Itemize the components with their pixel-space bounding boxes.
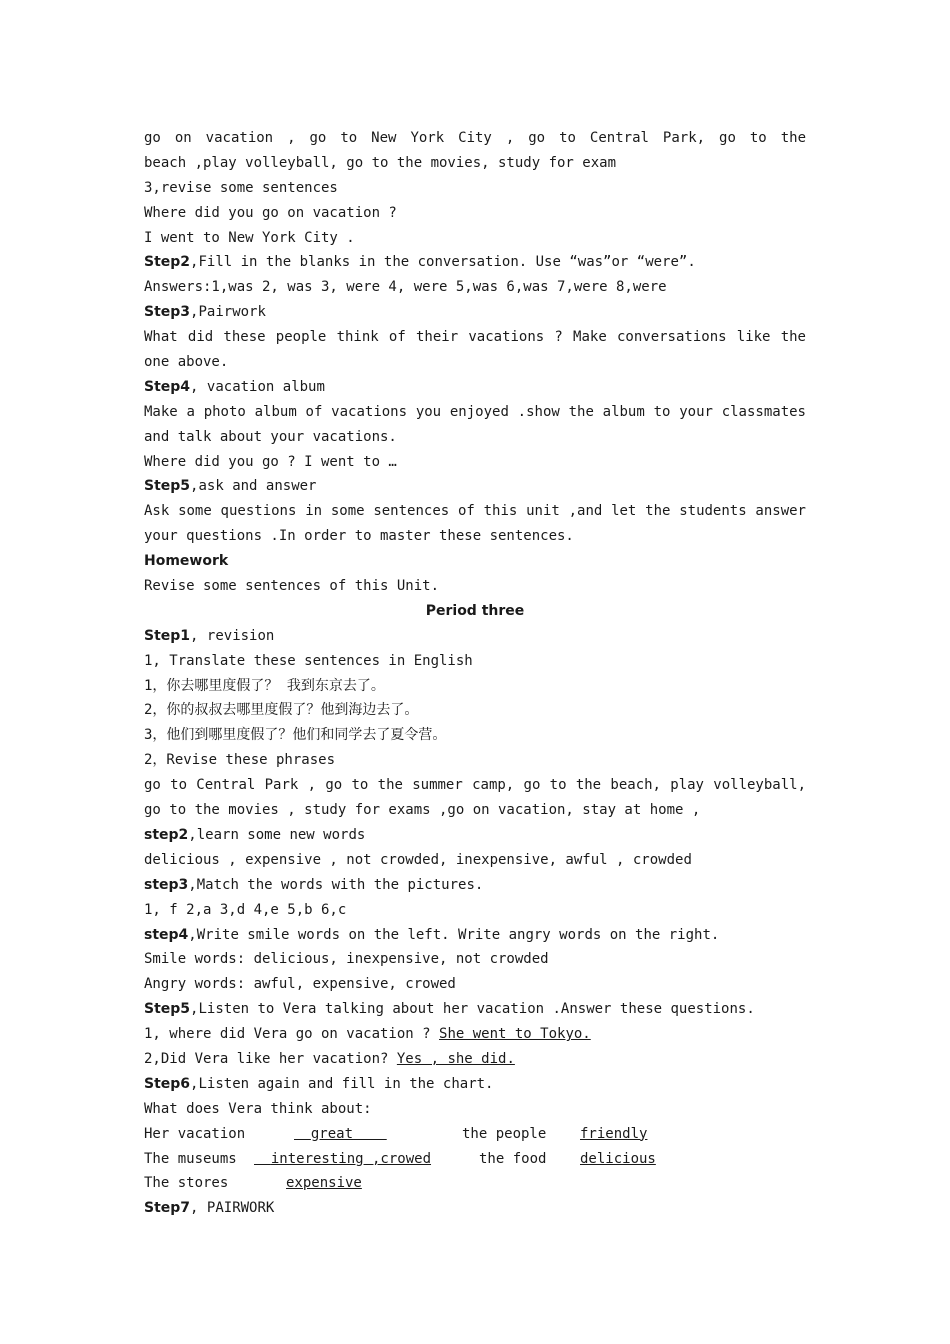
question-text: 1, where did Vera go on vacation ? [144, 1026, 440, 1043]
step-text: , PAIRWORK [190, 1200, 275, 1217]
text-line: 1, f 2,a 3,d 4,e 5,b 6,c [144, 901, 347, 918]
chart-value: friendly [580, 1125, 648, 1142]
step-line [144, 375, 806, 400]
text-line: What does Vera think about: [144, 1100, 372, 1117]
question-line [144, 1047, 806, 1072]
step-line [144, 923, 806, 948]
chart-row [144, 1147, 806, 1172]
text-line: Answers:1,was 2, was 3, were 4, were 5,was 6,was 7,were 8,were [144, 279, 667, 296]
text-line: What did these people think of their vacations ? Make conversations like the [144, 329, 806, 346]
chart-value: interesting ,crowed [270, 1150, 432, 1167]
question-text: 2,Did Vera like her vacation? [144, 1050, 397, 1067]
step-line [144, 250, 806, 275]
text-line: I went to New York City . [144, 229, 355, 246]
step-text: , vacation album [190, 378, 325, 395]
period-heading: Period three [425, 602, 525, 619]
text-line: Smile words: delicious, inexpensive, not crowded [144, 951, 549, 968]
text-line: your questions .In order to master these sentences. [144, 528, 574, 545]
step-line [144, 873, 806, 898]
step-label: Step5 [144, 478, 191, 495]
document-page [144, 126, 806, 1221]
chinese-sentence: 1，你去哪里度假了？ 我到东京去了。 [144, 677, 385, 694]
step-label: Step2 [144, 254, 191, 271]
step-line [144, 300, 806, 325]
answer-text: She went to Tokyo. [439, 1026, 591, 1043]
answer-text: Yes , she did. [396, 1050, 515, 1067]
text-line: go on vacation , go to New York City , go to Central Park, go to the [144, 130, 806, 146]
step-label: step2 [144, 826, 189, 843]
text-line: 1, Translate these sentences in English [144, 652, 473, 669]
step-label: Step5 [144, 1001, 191, 1018]
step-label: Step4 [144, 378, 191, 395]
chart-row [144, 1122, 806, 1147]
step-line [144, 624, 806, 649]
text-line: delicious , expensive , not crowded, inexpensive, awful , crowded [144, 851, 692, 868]
step-label: Step6 [144, 1075, 191, 1092]
step-text: ,Fill in the blanks in the conversation. Use “was”or “were”. [190, 254, 696, 271]
text-line: Revise some sentences of this Unit. [144, 578, 440, 595]
text-line: Where did you go ? I went to … [144, 453, 397, 470]
chinese-sentence: 2，你的叔叔去哪里度假了？他到海边去了。 [144, 702, 419, 719]
text-line: go to Central Park , go to the summer camp, go to the beach, play volleyball, [144, 777, 806, 794]
text-line: and talk about your vacations. [144, 428, 397, 445]
text-line: Ask some questions in some sentences of this unit ,and let the students answer [144, 503, 806, 520]
step-line [144, 823, 806, 848]
step-line [144, 997, 806, 1022]
step-text: ,ask and answer [190, 478, 317, 495]
chart-value: great [310, 1125, 354, 1142]
question-line [144, 1022, 806, 1047]
chart-value: delicious [580, 1150, 656, 1167]
chart-value: expensive [286, 1175, 362, 1192]
step-text: ,Write smile words on the left. Write angry words on the right. [188, 926, 720, 943]
step-text: ,Match the words with the pictures. [188, 876, 484, 893]
text-line: 2，Revise these phrases [144, 752, 336, 769]
homework-heading: Homework [144, 553, 229, 570]
step-label: step4 [144, 926, 189, 943]
step-text: ,Listen to Vera talking about her vacation .Answer these questions. [190, 1001, 755, 1018]
text-line: 3,revise some sentences [144, 179, 338, 196]
step-label: Step3 [144, 304, 191, 321]
step-text: ,Listen again and fill in the chart. [190, 1075, 494, 1092]
chart-key: the food [479, 1150, 547, 1167]
chart-key: Her vacation [144, 1125, 246, 1142]
text-line: Where did you go on vacation ? [144, 204, 397, 221]
text-line: Make a photo album of vacations you enjoyed .show the album to your classmates [144, 403, 806, 420]
step-label: Step1 [144, 627, 191, 644]
chinese-sentence: 3，他们到哪里度假了？他们和同学去了夏令营。 [144, 727, 447, 744]
chart-key: The museums [144, 1150, 237, 1167]
step-text: , revision [190, 627, 275, 644]
text-line: go to the movies , study for exams ,go on vacation, stay at home , [144, 802, 701, 819]
chart-key: The stores [144, 1175, 229, 1192]
text-line: beach ,play volleyball, go to the movies, study for exam [144, 154, 617, 171]
step-line [144, 1072, 806, 1097]
step-line [144, 474, 806, 499]
step-label: step3 [144, 876, 189, 893]
text-line: Angry words: awful, expensive, crowed [144, 976, 456, 993]
text-line: one above. [144, 354, 229, 371]
step-label: Step7 [144, 1200, 191, 1217]
chart-row [144, 1171, 806, 1196]
step-text: ,Pairwork [190, 304, 266, 321]
chart-key: the people [462, 1125, 547, 1142]
step-text: ,learn some new words [188, 826, 366, 843]
step-line [144, 1196, 806, 1221]
